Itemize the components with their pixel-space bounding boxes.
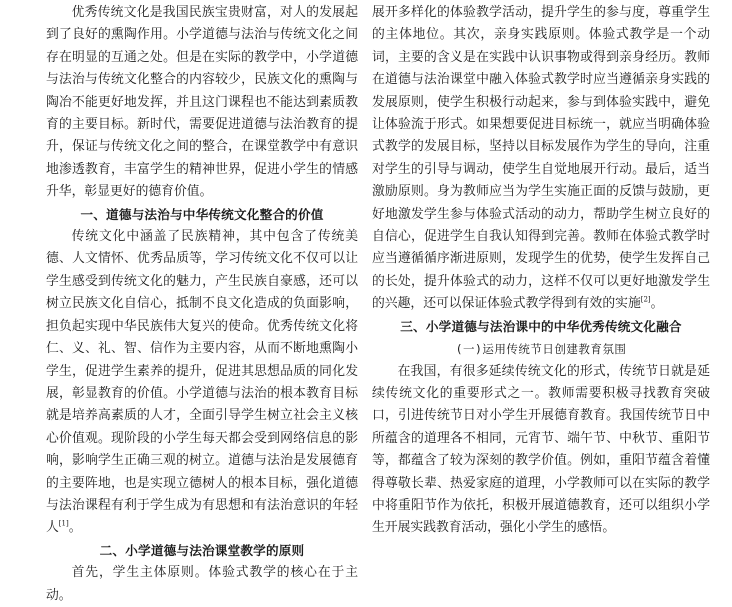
intro-paragraph: 优秀传统文化是我国民族宝贵财富，对人的发展起到了良好的熏陶作用。小学道德与法治与传统文化之间存在明显的互通之处。但是在实际的教学中，小学道德与法治与传统文化整合的内容较少，民族文化的熏陶与陶冶不能更好地发挥，并且这门课程也不能达到素质教育的主要目标。新时代，需要促进道德与法治教育的提升，保证与传统文化之间的整合，在课堂教学中有意识地渗透教育，丰富学生的精神世界，促进小学生的情感升华，彰显更好的德育价值。: [46, 5, 358, 200]
section-2-text: 展开多样化的体验教学活动，提升学生的参与度，尊重学生的主体地位。其次，亲身实践原则。体验式教学是一个动词，主要的含义是在实践中认识事物或得到亲身经历。教师在道德与法治课堂中融入体验式教学时应当遵循亲身实践的发展原则，使学生积极行动起来，参与到体验实践中，避免让体验流于形式。如果想要促进目标统一，就应当明确体验式教学的发展目标，坚持以目标发展作为学生的导向，注重对学生的引导与调动，使学生自觉地展开行动。最后，适当激励原则。身为教师应当为学生实施正面的反馈与鼓励，更好地激发学生参与体验式活动的动力，帮助学生树立良好的自信心，促进学生自我认知得到完善。教师在体验式教学时应当遵循循序渐进原则，发现学生的优势，使学生发挥自己的长处，提升体验式的动力，这样不仅可以更好地激发学生的兴趣，还可以保证体验式教学得到有效的实施: [372, 5, 710, 312]
section-heading-1: 一、道德与法治与中华传统文化整合的价值: [80, 206, 324, 222]
subsection-heading-1: (一)运用传统节日创建教育氛围: [455, 342, 627, 357]
section-heading-3: 三、小学道德与法治课中的中华优秀传统文化融合: [400, 318, 682, 334]
citation-1: [1]: [58, 520, 69, 529]
section-2-paragraph-start: 首先，学生主体原则。体验式教学的核心在于主动。: [46, 565, 358, 603]
section-heading-2: 二、小学道德与法治课堂教学的原则: [99, 542, 305, 558]
section-2-end-punct: 。: [650, 296, 664, 312]
left-column: [46, 2, 358, 607]
citation-2: [2]: [640, 296, 651, 305]
section-1-end-punct: 。: [68, 520, 82, 536]
section-2-paragraph-continued: [372, 2, 710, 316]
right-column: [372, 2, 710, 540]
section-1-text: 传统文化中涵盖了民族精神，其中包含了传统美德、人文情怀、优秀品质等，学习传统文化不仅可以让学生感受到传统文化的魅力，产生民族自豪感，还可以树立民族文化自信心，抵制不良文化造成的负面影响，担负起实现中华民族伟大复兴的使命。优秀传统文化将仁、义、礼、智、信作为主要内容，从而不断地熏陶小学生，促进学生素养的提升，促进其思想品质的同化发展，彰显教育的价值。小学道德与法治的根本教育目标就是培养高素质的人才，全面引导学生树立社会主义核心价值观。现阶段的小学生每天都会受到网络信息的影响，影响学生正确三观的树立。道德与法治是发展德育的主要阵地，也是实现立德树人的根本目标，强化道德与法治课程有利于学生成为有思想和有法治意识的年轻人: [46, 229, 358, 536]
section-1-paragraph: [46, 226, 358, 540]
subsection-1-paragraph: 在我国，有很多延续传统文化的形式，传统节日就是延续传统文化的重要形式之一。教师需要积极寻找教育突破口，引进传统节日对小学生开展德育教育。我国传统节日中所蕴含的道理各不相同，元宵节、端午节、中秋节、重阳节等，都蕴含了较为深刻的教学价值。例如，重阳节蕴含着懂得尊敬长辈、热爱家庭的道理，小学教师可以在实际的教学中将重阳节作为依托，积极开展道德教育，还可以组织小学生开展实践教育活动，强化小学生的感悟。: [372, 363, 710, 536]
